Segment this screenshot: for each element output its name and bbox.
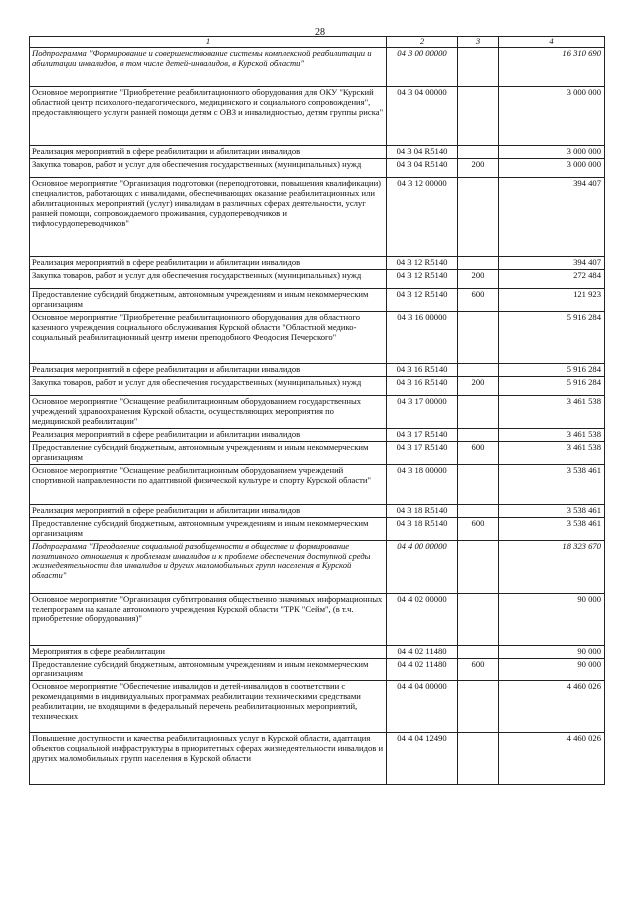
row-name: Предоставление субсидий бюджетным, автономным учреждениям и иным некоммерческим организациям <box>30 288 387 311</box>
row-code: 04 3 16 R5140 <box>387 363 458 376</box>
row-type <box>458 733 499 785</box>
row-type <box>458 593 499 645</box>
row-code: 04 3 12 R5140 <box>387 288 458 311</box>
table-row <box>30 733 605 785</box>
header-col-4: 4 <box>499 37 605 48</box>
row-code: 04 3 04 R5140 <box>387 158 458 177</box>
row-type: 600 <box>458 658 499 681</box>
row-amount: 5 916 284 <box>499 363 605 376</box>
row-amount: 90 000 <box>499 645 605 658</box>
row-code: 04 3 12 R5140 <box>387 256 458 269</box>
row-code: 04 4 04 12490 <box>387 733 458 785</box>
table-row <box>30 363 605 376</box>
table-row <box>30 540 605 593</box>
row-amount: 3 538 461 <box>499 517 605 540</box>
row-name: Реализация мероприятий в сфере реабилитации и абилитации инвалидов <box>30 256 387 269</box>
row-name: Основное мероприятие "Приобретение реабилитационного оборудования для ОКУ "Курский областной центр психолого-педагогического, медицинского и социального сопровождения", предоставляющего услуги ранней помощи детям с ОВЗ и инвалидностью, детям группы риска" <box>30 86 387 145</box>
row-type <box>458 395 499 428</box>
row-amount: 3 538 461 <box>499 464 605 504</box>
row-type: 200 <box>458 269 499 288</box>
row-name: Подпрограмма "Преодоление социальной разобщенности в обществе и формирование позитивного отношения к проблемам инвалидов и к проблеме обеспечения доступной среды жизнедеятельности для инвалидов и других маломобильных групп населения в Курской области" <box>30 540 387 593</box>
budget-table <box>29 36 605 785</box>
row-name: Основное мероприятие "Обеспечение инвалидов и детей-инвалидов в соответствии с рекомендациями в индивидуальных программах реабилитации техническими средствами реабилитации, не входящими в федеральный перечень реабилитационных мероприятий, технических <box>30 681 387 733</box>
table-row <box>30 86 605 145</box>
table-row <box>30 645 605 658</box>
row-name: Основное мероприятие "Приобретение реабилитационного оборудования для областного казенного учреждения социального обслуживания Курской области "Областной медико-социальный реабилитационный центр имени преподобного Феодосия Печерского" <box>30 311 387 363</box>
row-type <box>458 256 499 269</box>
row-code: 04 3 18 R5140 <box>387 504 458 517</box>
table-row <box>30 311 605 363</box>
table-row <box>30 269 605 288</box>
table-row <box>30 145 605 158</box>
row-type <box>458 311 499 363</box>
row-code: 04 3 17 R5140 <box>387 428 458 441</box>
row-type <box>458 428 499 441</box>
row-code: 04 3 18 R5140 <box>387 517 458 540</box>
row-amount: 5 916 284 <box>499 376 605 395</box>
table-row <box>30 288 605 311</box>
row-type: 600 <box>458 517 499 540</box>
row-name: Реализация мероприятий в сфере реабилитации и абилитации инвалидов <box>30 145 387 158</box>
row-code: 04 3 17 R5140 <box>387 441 458 464</box>
row-amount: 4 460 026 <box>499 733 605 785</box>
row-amount: 5 916 284 <box>499 311 605 363</box>
table-row <box>30 376 605 395</box>
row-type <box>458 363 499 376</box>
row-name: Основное мероприятие "Оснащение реабилитационным оборудованием учреждений спортивной направленности по адаптивной физической культуре и спорту Курской области" <box>30 464 387 504</box>
table-row <box>30 177 605 256</box>
row-name: Предоставление субсидий бюджетным, автономным учреждениям и иным некоммерческим организациям <box>30 441 387 464</box>
row-name: Реализация мероприятий в сфере реабилитации и абилитации инвалидов <box>30 363 387 376</box>
row-name: Основное мероприятие "Организация подготовки (переподготовки, повышения квалификации) специалистов, работающих с инвалидами, обеспечивающих оказание реабилитационных или абилитационных мероприятий (услуг) инвалидам в различных сферах деятельности, услуг ранней помощи, сопровождаемого проживания, сурдопереводчиков и тифлосурдопереводчиков" <box>30 177 387 256</box>
row-amount: 90 000 <box>499 593 605 645</box>
row-name: Реализация мероприятий в сфере реабилитации и абилитации инвалидов <box>30 504 387 517</box>
row-type <box>458 464 499 504</box>
row-type: 600 <box>458 288 499 311</box>
header-col-2: 2 <box>387 37 458 48</box>
row-code: 04 3 04 R5140 <box>387 145 458 158</box>
row-type: 600 <box>458 441 499 464</box>
row-code: 04 3 16 00000 <box>387 311 458 363</box>
row-type: 200 <box>458 158 499 177</box>
row-name: Подпрограмма "Формирование и совершенствование системы комплексной реабилитации и абилитации инвалидов, в том числе детей-инвалидов, в Курской области" <box>30 47 387 86</box>
row-amount: 394 407 <box>499 177 605 256</box>
row-type <box>458 47 499 86</box>
row-code: 04 4 04 00000 <box>387 681 458 733</box>
table-row <box>30 395 605 428</box>
row-amount: 3 461 538 <box>499 441 605 464</box>
table-row <box>30 504 605 517</box>
row-type <box>458 86 499 145</box>
table-row <box>30 256 605 269</box>
row-code: 04 3 17 00000 <box>387 395 458 428</box>
table-row <box>30 441 605 464</box>
table-row <box>30 428 605 441</box>
row-type <box>458 145 499 158</box>
row-amount: 121 923 <box>499 288 605 311</box>
row-name: Предоставление субсидий бюджетным, автономным учреждениям и иным некоммерческим организациям <box>30 517 387 540</box>
row-name: Повышение доступности и качества реабилитационных услуг в Курской области, адаптация объектов социальной инфраструктуры в приоритетных сферах жизнедеятельности инвалидов и других маломобильных групп населения в Курской области <box>30 733 387 785</box>
row-type <box>458 504 499 517</box>
row-name: Мероприятия в сфере реабилитации <box>30 645 387 658</box>
row-code: 04 3 18 00000 <box>387 464 458 504</box>
row-amount: 272 484 <box>499 269 605 288</box>
row-amount: 3 000 000 <box>499 158 605 177</box>
row-code: 04 3 00 00000 <box>387 47 458 86</box>
row-name: Закупка товаров, работ и услуг для обеспечения государственных (муниципальных) нужд <box>30 269 387 288</box>
row-type <box>458 681 499 733</box>
table-row <box>30 464 605 504</box>
row-amount: 394 407 <box>499 256 605 269</box>
row-amount: 3 461 538 <box>499 428 605 441</box>
row-code: 04 3 12 R5140 <box>387 269 458 288</box>
row-code: 04 3 16 R5140 <box>387 376 458 395</box>
row-type <box>458 645 499 658</box>
row-type <box>458 177 499 256</box>
table-row <box>30 517 605 540</box>
row-name: Основное мероприятие "Организация субтитрования общественно значимых информационных телепрограмм на канале автономного учреждения Курской области "ТРК "Сейм", (в т.ч. приобретение оборудования)" <box>30 593 387 645</box>
row-amount: 3 461 538 <box>499 395 605 428</box>
row-amount: 90 000 <box>499 658 605 681</box>
header-col-3: 3 <box>458 37 499 48</box>
table-row <box>30 593 605 645</box>
row-amount: 4 460 026 <box>499 681 605 733</box>
row-type: 200 <box>458 376 499 395</box>
row-code: 04 3 04 00000 <box>387 86 458 145</box>
header-col-1: 1 <box>30 37 387 48</box>
row-amount: 3 000 000 <box>499 145 605 158</box>
row-amount: 18 323 670 <box>499 540 605 593</box>
row-name: Реализация мероприятий в сфере реабилитации и абилитации инвалидов <box>30 428 387 441</box>
row-amount: 16 310 690 <box>499 47 605 86</box>
row-amount: 3 000 000 <box>499 86 605 145</box>
row-name: Предоставление субсидий бюджетным, автономным учреждениям и иным некоммерческим организациям <box>30 658 387 681</box>
row-code: 04 3 12 00000 <box>387 177 458 256</box>
table-row <box>30 158 605 177</box>
row-code: 04 4 02 11480 <box>387 645 458 658</box>
header-row <box>30 37 605 48</box>
page-number: 28 <box>315 27 325 38</box>
row-code: 04 4 00 00000 <box>387 540 458 593</box>
table-row <box>30 681 605 733</box>
table-row <box>30 658 605 681</box>
row-code: 04 4 02 11480 <box>387 658 458 681</box>
table-row <box>30 47 605 86</box>
row-name: Закупка товаров, работ и услуг для обеспечения государственных (муниципальных) нужд <box>30 376 387 395</box>
row-type <box>458 540 499 593</box>
row-amount: 3 538 461 <box>499 504 605 517</box>
row-name: Закупка товаров, работ и услуг для обеспечения государственных (муниципальных) нужд <box>30 158 387 177</box>
row-name: Основное мероприятие "Оснащение реабилитационным оборудованием государственных учреждений здравоохранения Курской области, осуществляющих мероприятия по медицинской реабилитации" <box>30 395 387 428</box>
row-code: 04 4 02 00000 <box>387 593 458 645</box>
